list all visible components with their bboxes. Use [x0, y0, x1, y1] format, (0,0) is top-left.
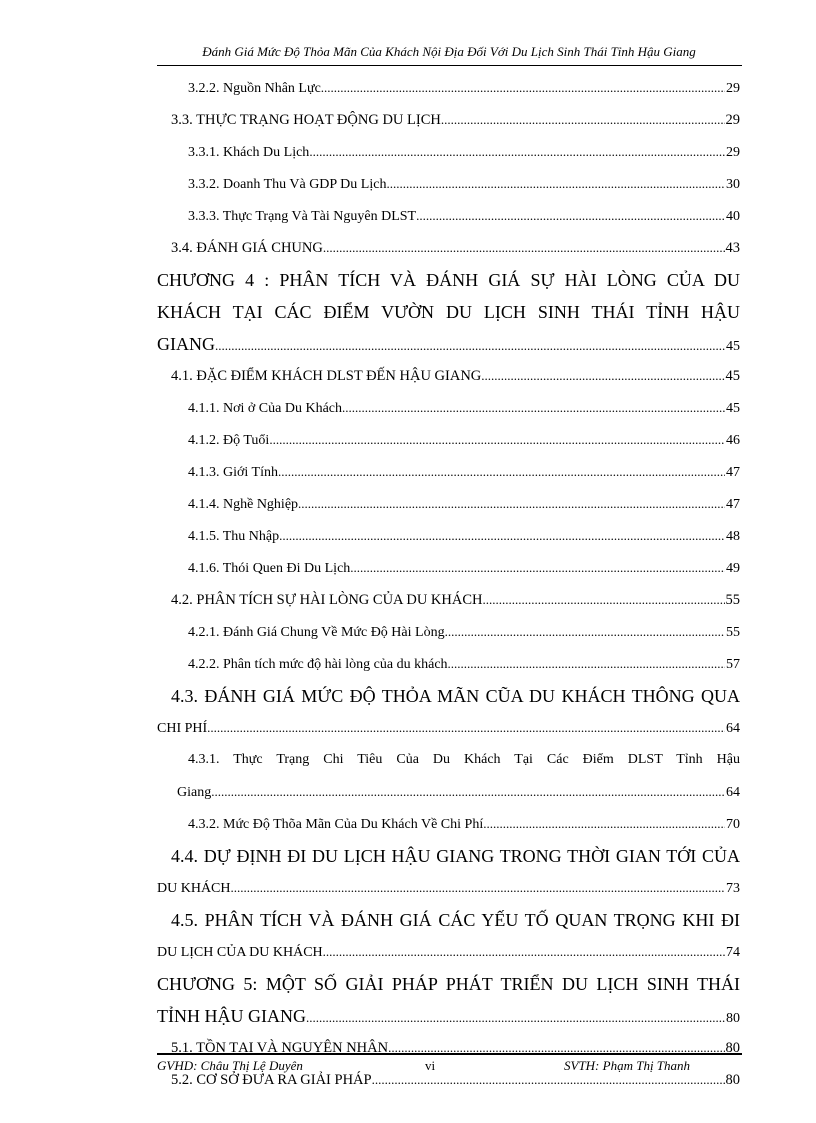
dot-leader — [386, 168, 725, 200]
toc-entry-title: 4.1.3. Giới Tính — [188, 465, 278, 480]
toc-entry-4-1-1[interactable] — [157, 392, 740, 424]
toc-page-number: 29 — [726, 81, 740, 96]
dot-leader — [350, 552, 725, 584]
toc-entry-4-3-line-2[interactable] — [157, 712, 740, 744]
dot-leader — [215, 330, 725, 360]
toc-page-number: 70 — [726, 817, 740, 832]
toc-entry-3-4[interactable] — [157, 232, 740, 264]
table-of-contents — [157, 72, 740, 1096]
toc-chapter-4-line-1[interactable] — [157, 264, 740, 296]
toc-entry-title: TỈNH HẬU GIANG — [157, 1006, 306, 1026]
dot-leader — [483, 808, 725, 840]
toc-page-number: 55 — [725, 592, 740, 608]
footer-page-number: vi — [425, 1058, 436, 1073]
toc-page-number: 47 — [726, 497, 740, 512]
toc-page-number: 45 — [726, 339, 740, 354]
toc-page-number: 49 — [726, 561, 740, 576]
toc-entry-title: 3.3.1. Khách Du Lịch — [188, 145, 310, 160]
toc-entry-3-2-2[interactable] — [157, 72, 740, 104]
toc-entry-title: 4.1.1. Nơi ở Của Du Khách — [188, 401, 343, 416]
toc-entry-title: KHÁCH TẠI CÁC ĐIỂM VƯỜN DU LỊCH SINH THÁI TỈNH HẬU — [157, 302, 740, 322]
toc-page-number: 43 — [725, 240, 740, 256]
dot-leader — [342, 392, 725, 424]
dot-leader — [231, 872, 726, 904]
dot-leader — [448, 648, 725, 680]
dot-leader — [298, 488, 725, 520]
toc-entry-4-2-1[interactable] — [157, 616, 740, 648]
dot-leader — [445, 616, 725, 648]
toc-entry-title: 3.4. ĐÁNH GIÁ CHUNG — [171, 240, 323, 256]
toc-entry-4-1-4[interactable] — [157, 488, 740, 520]
toc-entry-title: 4.1. ĐẶC ĐIỂM KHÁCH DLST ĐẾN HẬU GIANG — [171, 368, 482, 384]
dot-leader — [278, 456, 725, 488]
toc-entry-title: 4.2. PHÂN TÍCH SỰ HÀI LÒNG CỦA DU KHÁCH — [171, 592, 483, 608]
toc-entry-4-1-2[interactable] — [157, 424, 740, 456]
dot-leader — [279, 520, 725, 552]
toc-chapter-4-line-2[interactable] — [157, 296, 740, 328]
toc-entry-title: 3.2.2. Nguồn Nhân Lực — [188, 81, 321, 96]
toc-page-number: 64 — [726, 785, 740, 800]
dot-leader — [441, 104, 725, 136]
toc-entry-4-3-1-line-1[interactable] — [157, 744, 740, 776]
toc-entry-title: 4.3. ĐÁNH GIÁ MỨC ĐỘ THỎA MÃN CŨA DU KHÁCH THÔNG QUA — [171, 686, 740, 706]
toc-entry-title: DU LỊCH CỦA DU KHÁCH — [157, 945, 323, 960]
toc-page-number: 30 — [726, 177, 740, 192]
dot-leader — [309, 136, 725, 168]
dot-leader — [269, 424, 725, 456]
toc-entry-4-5-line-2[interactable] — [157, 936, 740, 968]
toc-entry-4-1-3[interactable] — [157, 456, 740, 488]
toc-chapter-4-line-3[interactable] — [157, 328, 740, 360]
dot-leader — [323, 936, 725, 968]
toc-page-number: 29 — [726, 145, 740, 160]
toc-entry-4-4-line-2[interactable] — [157, 872, 740, 904]
toc-entry-title: 4.4. DỰ ĐỊNH ĐI DU LỊCH HẬU GIANG TRONG THỜI GIAN TỚI CỦA — [171, 846, 740, 866]
toc-page-number: 45 — [725, 368, 740, 384]
dot-leader — [482, 584, 724, 616]
toc-page-number: 45 — [726, 401, 740, 416]
toc-entry-title: 4.3.1. Thực Trạng Chi Tiêu Của Du Khách Tại Các Điểm DLST Tỉnh Hậu — [188, 752, 740, 767]
running-header: Đánh Giá Mức Độ Thỏa Mãn Của Khách Nội Địa Đối Với Du Lịch Sinh Thái Tỉnh Hậu Giang — [202, 44, 696, 59]
toc-entry-title: 3.3. THỰC TRẠNG HOẠT ĐỘNG DU LỊCH — [171, 112, 441, 128]
dot-leader — [323, 232, 725, 264]
toc-entry-3-3[interactable] — [157, 104, 740, 136]
dot-leader — [211, 776, 725, 808]
toc-entry-title: CHƯƠNG 5: MỘT SỐ GIẢI PHÁP PHÁT TRIỂN DU LỊCH SINH THÁI — [157, 974, 740, 994]
toc-page-number: 47 — [726, 465, 740, 480]
toc-chapter-5-line-2[interactable] — [157, 1000, 740, 1032]
header-divider — [157, 65, 742, 66]
toc-page-number: 55 — [726, 625, 740, 640]
dot-leader — [416, 200, 725, 232]
toc-page-number: 48 — [726, 529, 740, 544]
toc-entry-4-3-line-1[interactable] — [157, 680, 740, 712]
toc-entry-title: CHƯƠNG 4 : PHÂN TÍCH VÀ ĐÁNH GIÁ SỰ HÀI LÒNG CỦA DU — [157, 270, 740, 290]
dot-leader — [306, 1002, 725, 1032]
footer-divider — [157, 1053, 742, 1055]
toc-entry-title: 4.5. PHÂN TÍCH VÀ ĐÁNH GIÁ CÁC YẾU TỐ QUAN TRỌNG KHI ĐI — [171, 910, 740, 930]
toc-entry-title: 4.2.1. Đánh Giá Chung Về Mức Độ Hài Lòng — [188, 625, 445, 640]
toc-entry-title: 4.2.2. Phân tích mức độ hài lòng của du khách — [188, 657, 448, 672]
toc-entry-title: GIANG — [157, 334, 215, 354]
toc-page-number: 46 — [726, 433, 740, 448]
dot-leader — [207, 712, 725, 744]
toc-entry-title: Giang — [177, 785, 212, 800]
toc-entry-4-2[interactable] — [157, 584, 740, 616]
toc-entry-title: 4.1.4. Nghề Nghiệp — [188, 497, 299, 512]
toc-page-number: 29 — [725, 112, 740, 128]
toc-page-number: 64 — [726, 721, 740, 736]
toc-entry-title: 3.3.3. Thực Trạng Và Tài Nguyên DLST — [188, 209, 417, 224]
toc-page-number: 80 — [725, 1072, 740, 1088]
toc-entry-title: 4.3.2. Mức Độ Thõa Mãn Của Du Khách Về Chi Phí — [188, 817, 484, 832]
toc-entry-title: 5.1. TỒN TẠI VÀ NGUYÊN NHÂN — [171, 1040, 389, 1056]
toc-entry-3-3-1[interactable] — [157, 136, 740, 168]
toc-page-number: 80 — [726, 1011, 740, 1026]
footer-student: SVTH: Phạm Thị Thanh — [564, 1058, 691, 1073]
toc-page-number: 57 — [726, 657, 740, 672]
toc-entry-4-4-line-1[interactable] — [157, 840, 740, 872]
footer-advisor: GVHD: Châu Thị Lệ Duyên — [157, 1058, 303, 1073]
toc-entry-title: DU KHÁCH — [157, 881, 231, 896]
dot-leader — [481, 360, 724, 392]
toc-entry-3-3-3[interactable] — [157, 200, 740, 232]
toc-page-number: 74 — [726, 945, 740, 960]
toc-entry-title: 5.2. CƠ SỞ ĐƯA RA GIẢI PHÁP — [171, 1072, 372, 1088]
toc-page-number: 73 — [726, 881, 740, 896]
toc-entry-title: 4.1.6. Thói Quen Đi Du Lịch — [188, 561, 351, 576]
toc-entry-title: 4.1.5. Thu Nhập — [188, 529, 280, 544]
toc-chapter-5-line-1[interactable] — [157, 968, 740, 1000]
toc-entry-title: CHI PHÍ — [157, 721, 208, 736]
toc-entry-4-1-6[interactable] — [157, 552, 740, 584]
toc-page-number: 80 — [725, 1040, 740, 1056]
toc-entry-3-3-2[interactable] — [157, 168, 740, 200]
toc-entry-4-3-1-line-2[interactable] — [157, 776, 740, 808]
toc-entry-title: 4.1.2. Độ Tuổi — [188, 433, 270, 448]
toc-entry-4-1-5[interactable] — [157, 520, 740, 552]
toc-entry-title: 3.3.2. Doanh Thu Và GDP Du Lịch — [188, 177, 387, 192]
dot-leader — [321, 72, 725, 104]
toc-page-number: 40 — [726, 209, 740, 224]
toc-entry-4-1[interactable] — [157, 360, 740, 392]
toc-entry-4-3-2[interactable] — [157, 808, 740, 840]
toc-entry-4-2-2[interactable] — [157, 648, 740, 680]
toc-entry-4-5-line-1[interactable] — [157, 904, 740, 936]
